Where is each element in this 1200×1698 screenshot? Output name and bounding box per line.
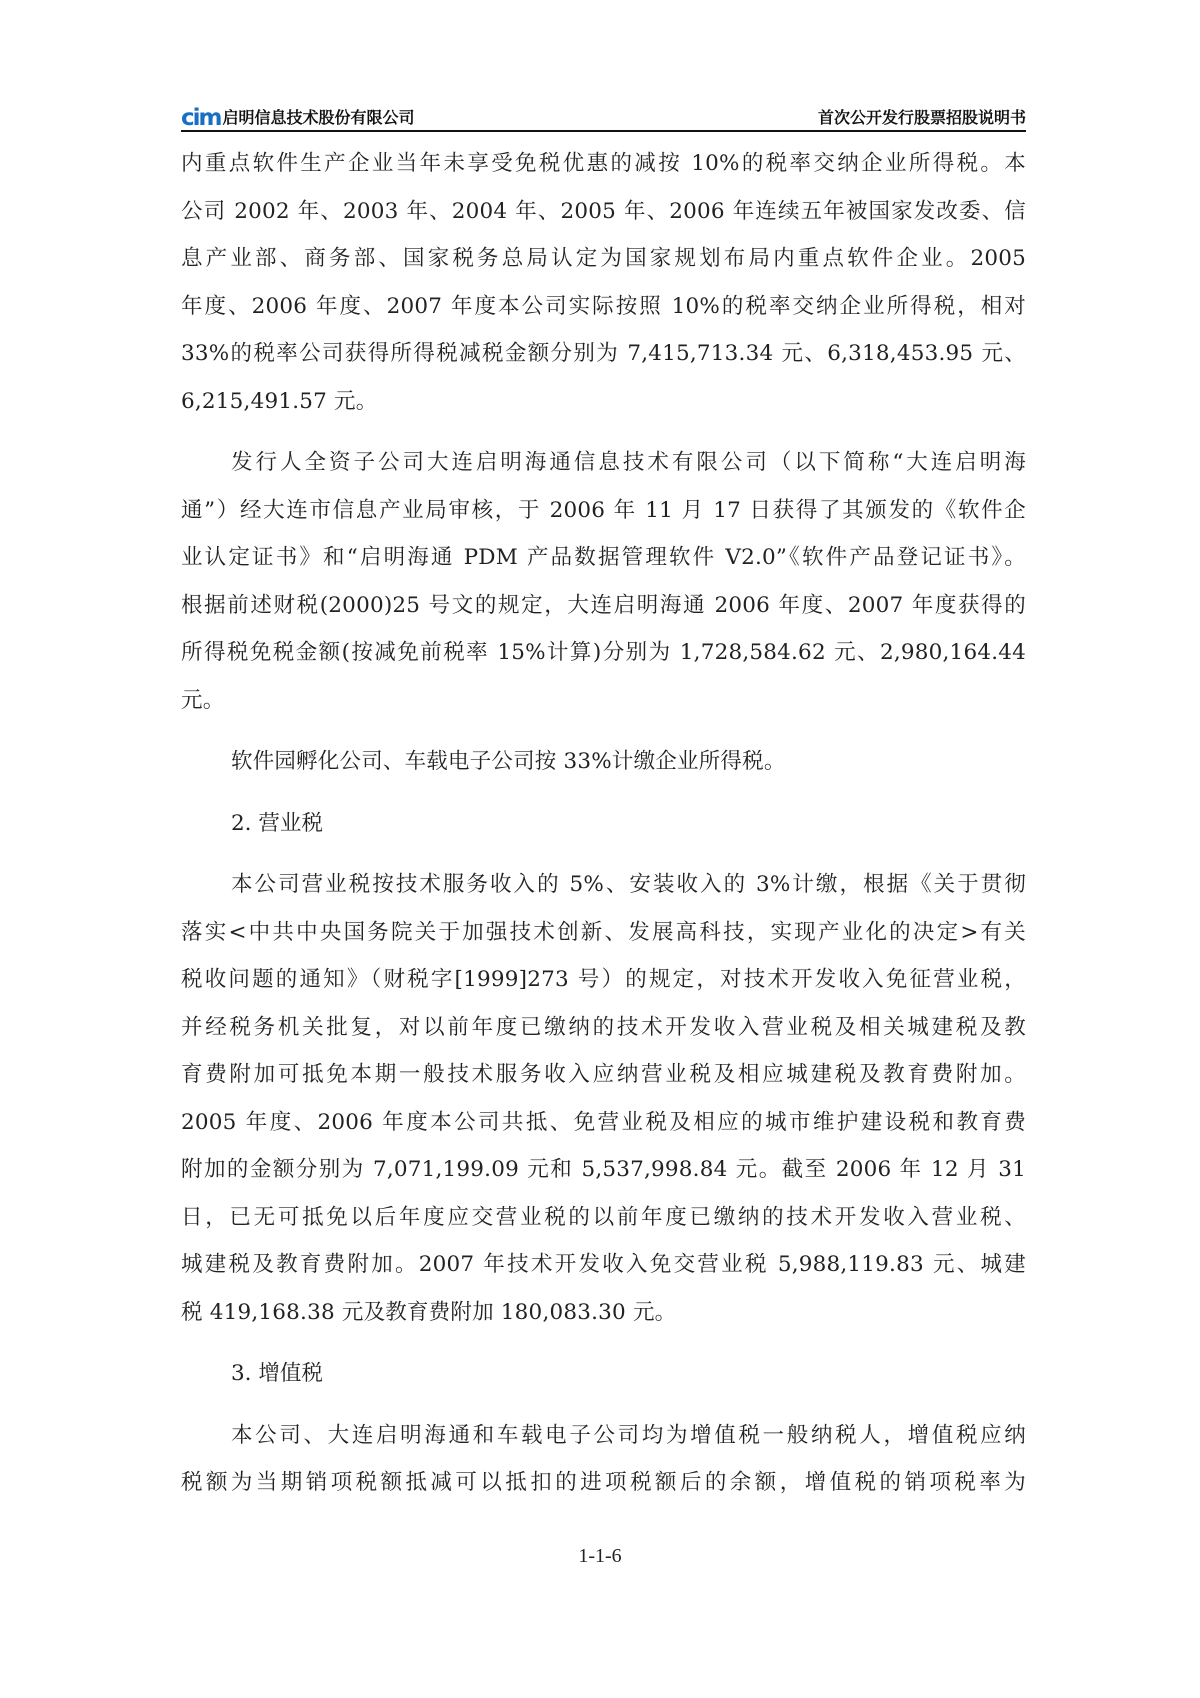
page-header bbox=[181, 100, 1026, 132]
text-line: 根据前述财税(2000)25 号文的规定，大连启明海通 2006 年度、2007 年度获得的 bbox=[181, 592, 1026, 618]
text-line: 税收问题的通知》（财税字[1999]273 号）的规定，对技术开发收入免征营业税， bbox=[181, 967, 1026, 992]
text-line: 33%的税率公司获得所得税减税金额分别为 7,415,713.34 元、6,318,453.95 元、 bbox=[181, 341, 1026, 366]
paragraph-other-subsidiaries bbox=[181, 738, 1026, 786]
text-line: 发行人全资子公司大连启明海通信息技术有限公司（以下简称“大连启明海 bbox=[231, 450, 1026, 475]
paragraph-gap bbox=[181, 425, 1026, 439]
text-line: 元。 bbox=[181, 687, 225, 713]
page-number: 1-1-6 bbox=[578, 1545, 622, 1567]
text-line: 6,215,491.57 元。 bbox=[181, 388, 378, 414]
text-line: 软件园孵化公司、车载电子公司按 33%计缴企业所得税。 bbox=[231, 749, 786, 774]
document-body bbox=[181, 140, 1026, 1507]
text-line: 并经税务机关批复，对以前年度已缴纳的技术开发收入营业税及相关城建税及教 bbox=[181, 1014, 1026, 1040]
document-title: 首次公开发行股票招股说明书 bbox=[817, 108, 1026, 127]
text-line: 通”）经大连市信息产业局审核，于 2006 年 11 月 17 日获得了其颁发的《软件企 bbox=[181, 497, 1026, 523]
paragraph-gap bbox=[181, 1398, 1026, 1412]
text-line: 内重点软件生产企业当年未享受免税优惠的减按 10%的税率交纳企业所得税。本 bbox=[181, 151, 1026, 176]
paragraph-gap bbox=[181, 847, 1026, 861]
section-heading-business-tax: 2. 营业税 bbox=[231, 810, 323, 836]
text-line: 所得税免税金额(按减免前税率 15%计算)分别为 1,728,584.62 元、2,980,164.44 bbox=[181, 640, 1026, 665]
text-line: 城建税及教育费附加。2007 年技术开发收入免交营业税 5,988,119.83 元、城建 bbox=[181, 1252, 1026, 1277]
text-line: 附加的金额分别为 7,071,199.09 元和 5,537,998.84 元。截至 2006 年 12 月 31 bbox=[181, 1157, 1026, 1182]
paragraph-gap bbox=[181, 786, 1026, 800]
text-line: 税额为当期销项税额抵减可以抵扣的进项税额后的余额，增值税的销项税率为 bbox=[181, 1470, 1026, 1495]
text-line: 育费附加可抵免本期一般技术服务收入应纳营业税及相应城建税及教育费附加。 bbox=[181, 1062, 1026, 1087]
text-line: 业认定证书》和“启明海通 PDM 产品数据管理软件 V2.0”《软件产品登记证书》。 bbox=[181, 545, 1026, 570]
text-line: 落实<中共中央国务院关于加强技术创新、发展高科技，实现产业化的决定>有关 bbox=[181, 919, 1026, 945]
cim-logo-icon: cim bbox=[181, 105, 221, 131]
paragraph-vat bbox=[181, 1412, 1026, 1507]
text-line: 息产业部、商务部、国家税务总局认定为国家规划布局内重点软件企业。2005 bbox=[181, 246, 1026, 271]
company-logo bbox=[181, 105, 415, 131]
text-line: 公司 2002 年、2003 年、2004 年、2005 年、2006 年连续五年被国家发改委、信 bbox=[181, 198, 1026, 224]
paragraph-income-tax-continued bbox=[181, 140, 1026, 425]
paragraph-gap bbox=[181, 1336, 1026, 1350]
text-line: 税 419,168.38 元及教育费附加 180,083.30 元。 bbox=[181, 1299, 677, 1325]
text-line: 本公司、大连启明海通和车载电子公司均为增值税一般纳税人，增值税应纳 bbox=[231, 1422, 1026, 1448]
paragraph-business-tax bbox=[181, 861, 1026, 1336]
text-line: 2005 年度、2006 年度本公司共抵、免营业税及相应的城市维护建设税和教育费 bbox=[181, 1109, 1026, 1135]
section-heading-vat: 3. 增值税 bbox=[231, 1361, 323, 1386]
company-name: 启明信息技术股份有限公司 bbox=[222, 108, 415, 127]
text-line: 年度、2006 年度、2007 年度本公司实际按照 10%的税率交纳企业所得税，相对 bbox=[181, 293, 1026, 319]
text-line: 本公司营业税按技术服务收入的 5%、安装收入的 3%计缴，根据《关于贯彻 bbox=[231, 872, 1026, 897]
text-line: 日，已无可抵免以后年度应交营业税的以前年度已缴纳的技术开发收入营业税、 bbox=[181, 1204, 1026, 1230]
paragraph-gap bbox=[181, 724, 1026, 738]
paragraph-dalian-subsidiary bbox=[181, 439, 1026, 724]
